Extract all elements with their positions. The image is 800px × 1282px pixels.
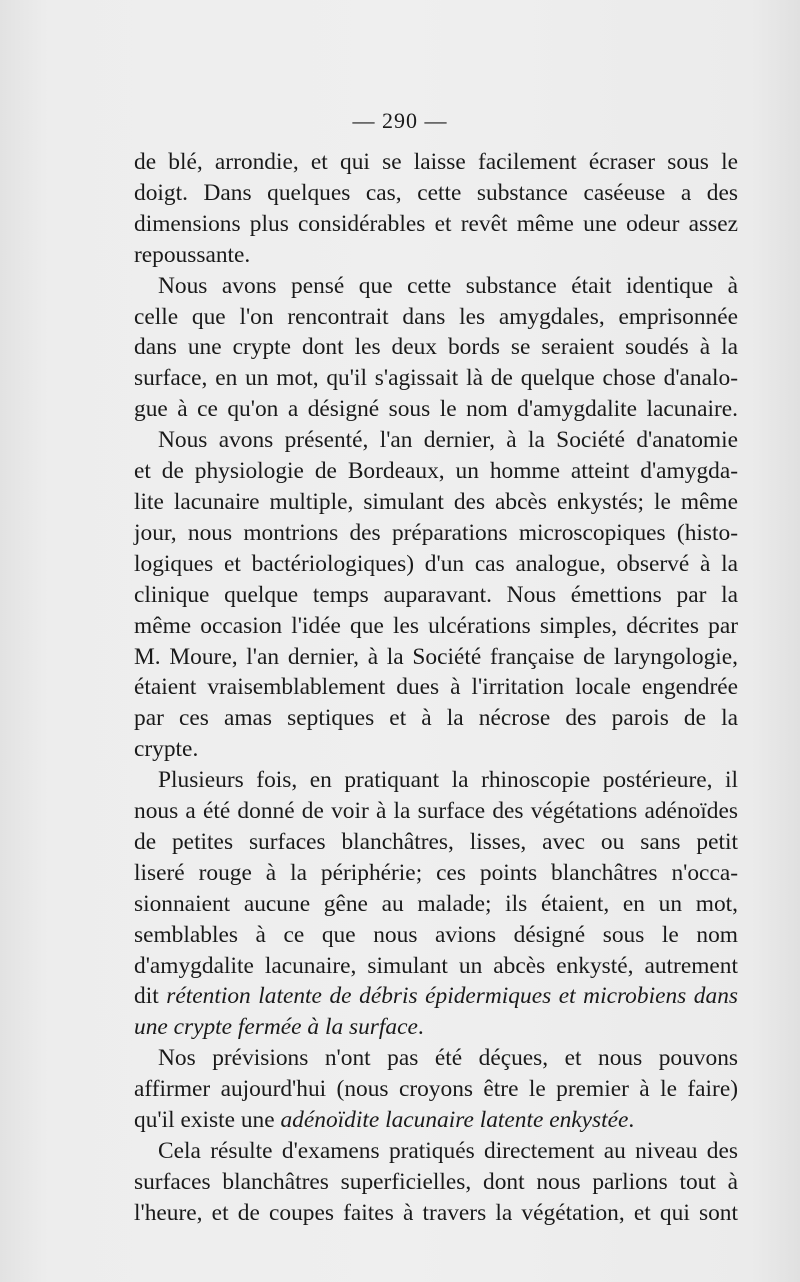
text-line	[134, 1105, 738, 1136]
text-line: sionnaient aucune gêne au malade; ils étaient, en un mot,	[134, 890, 738, 917]
text-line: Nous avons présenté, l'an dernier, à la Société d'anatomie	[158, 427, 738, 454]
text-line: d'amygdalite lacunaire, simulant un abcès enkysté, autrement	[134, 952, 738, 979]
text-line: de blé, arrondie, et qui se laisse facilement écraser sous le	[134, 149, 738, 175]
text-run: qu'il existe une	[134, 1107, 281, 1134]
paragraph	[134, 147, 738, 271]
text-line: surfaces blanchâtres superficielles, dont nous parlions tout à	[134, 1168, 738, 1195]
text-line: affirmer aujourd'hui (nous croyons être le premier à le faire)	[134, 1076, 738, 1103]
text-line: liseré rouge à la périphérie; ces points blanchâtres n'occa-	[134, 859, 738, 886]
text-line: crypte.	[134, 736, 199, 763]
text-line: et de physiologie de Bordeaux, un homme atteint d'amygda-	[134, 458, 738, 485]
text-line: surface, en un mot, qu'il s'agissait là de quelque chose d'analo-	[134, 365, 738, 392]
text-line: celle que l'on rencontrait dans les amygdales, emprisonnée	[134, 303, 738, 330]
text-line: l'heure, et de coupes faites à travers la végétation, et qui sont	[134, 1199, 738, 1226]
text-line: dans une crypte dont les deux bords se seraient soudés à la	[134, 334, 738, 361]
text-line: doigt. Dans quelques cas, cette substance caséeuse a des	[134, 179, 738, 206]
paragraph	[134, 271, 738, 426]
text-line: étaient vraisemblablement dues à l'irritation locale engendrée	[134, 674, 738, 701]
italic-text: adénoïdite lacunaire latente enkystée	[280, 1107, 629, 1134]
text-line: logiques et bactériologiques) d'un cas analogue, observé à la	[134, 550, 738, 577]
paragraph	[134, 425, 738, 765]
text-line: jour, nous montrions des préparations microscopiques (histo-	[134, 519, 738, 546]
paragraph	[134, 765, 738, 1043]
text-line: même occasion l'idée que les ulcérations simples, décrites par	[134, 612, 738, 639]
text-line: Cela résulte d'examens pratiqués directement au niveau des	[158, 1138, 738, 1164]
text-run: .	[417, 1014, 424, 1041]
text-line	[134, 981, 738, 1012]
text-line: clinique quelque temps auparavant. Nous émettions par la	[134, 581, 738, 608]
page-number: — 290 —	[352, 108, 448, 133]
body-text	[134, 147, 738, 1229]
text-line: semblables à ce que nous avions désigné sous le nom	[134, 921, 738, 948]
text-run: dit	[134, 983, 167, 1010]
text-line: Nos prévisions n'ont pas été déçues, et nous pouvons	[158, 1045, 738, 1072]
text-line: dimensions plus considérables et revêt même une odeur assez	[134, 210, 738, 237]
text-line: lite lacunaire multiple, simulant des abcès enkystés; le même	[134, 488, 738, 515]
italic-text: une crypte fermée à la surface	[134, 1014, 418, 1041]
text-line: Plusieurs fois, en pratiquant la rhinoscopie postérieure, il	[158, 767, 738, 794]
text-line: gue à ce qu'on a désigné sous le nom d'amygdalite lacunaire.	[134, 396, 738, 423]
text-line	[134, 1012, 738, 1043]
text-run: .	[628, 1107, 635, 1134]
text-line: de petites surfaces blanchâtres, lisses, avec ou sans petit	[134, 828, 738, 855]
text-line: repoussante.	[134, 241, 251, 268]
text-line: par ces amas septiques et à la nécrose des parois de la	[134, 705, 738, 732]
italic-text: rétention latente de débris épidermiques et microbiens dans	[166, 983, 738, 1010]
text-line: M. Moure, l'an dernier, à la Société française de laryngologie,	[134, 643, 738, 670]
paragraph	[134, 1043, 738, 1136]
paragraph	[134, 1136, 738, 1229]
text-line: Nous avons pensé que cette substance était identique à	[158, 272, 738, 299]
text-line: nous a été donné de voir à la surface des végétations adénoïdes	[134, 798, 738, 825]
